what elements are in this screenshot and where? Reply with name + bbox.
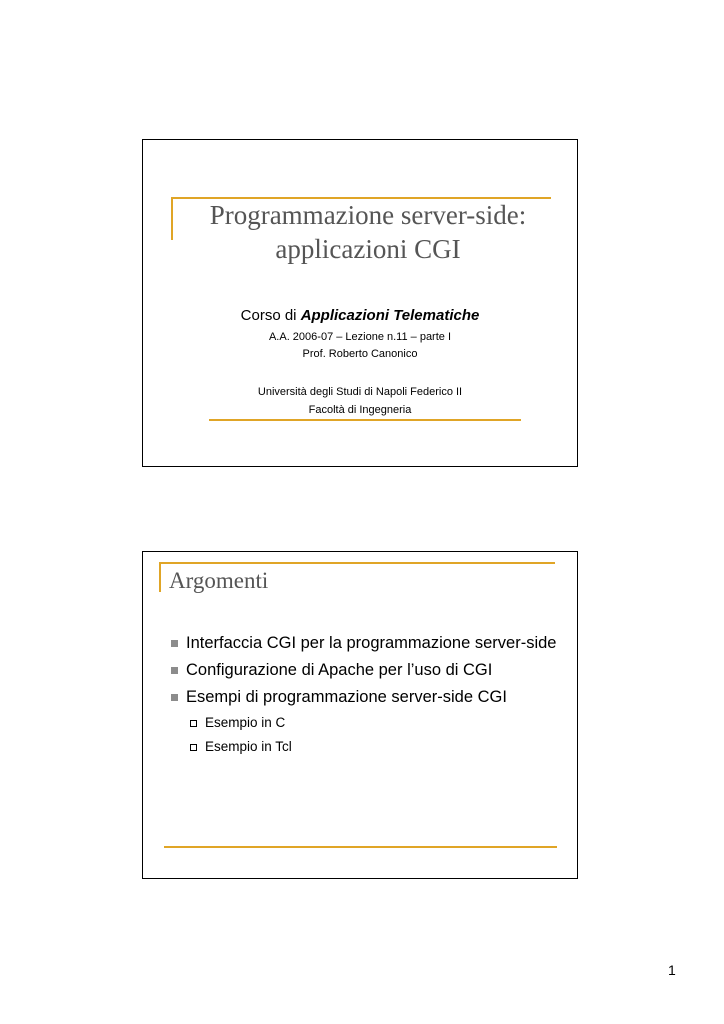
course-prefix: Corso di [240, 307, 301, 324]
university: Università degli Studi di Napoli Federico II [257, 386, 463, 398]
faculty: Facoltà di Ingegneria [308, 404, 412, 416]
slide-title [142, 139, 578, 467]
sub-list-item [169, 713, 559, 733]
accent-line-bottom [164, 846, 557, 848]
accent-line-top [159, 562, 555, 564]
sub-bullet-text: Esempio in C [205, 715, 286, 730]
bullet-text: Interfaccia CGI per la programmazione server-side [186, 634, 557, 652]
list-item [169, 632, 559, 655]
accent-line-left [171, 197, 173, 240]
square-bullet-icon [171, 694, 178, 701]
title-line-2: applicazioni CGI [275, 234, 461, 264]
bullet-text: Esempi di programmazione server-side CGI [186, 688, 507, 706]
square-bullet-icon [171, 667, 178, 674]
list-item [169, 659, 559, 682]
sub-list-item [169, 737, 559, 757]
title-line-1: Programmazione server-side: [209, 200, 527, 230]
course-name: Applicazioni Telematiche [300, 307, 480, 324]
bullet-list [169, 632, 559, 761]
square-bullet-icon [171, 640, 178, 647]
page-number: 1 [668, 962, 676, 978]
slide-title-heading [203, 198, 533, 266]
hollow-square-bullet-icon [190, 720, 197, 727]
slide-heading: Argomenti [169, 568, 269, 593]
list-item [169, 686, 559, 709]
accent-line-bottom [209, 419, 521, 421]
professor: Prof. Roberto Canonico [302, 348, 418, 360]
course-line [143, 307, 577, 324]
sub-bullet-text: Esempio in Tcl [205, 739, 292, 754]
hollow-square-bullet-icon [190, 744, 197, 751]
accent-line-left [159, 562, 161, 592]
bullet-text: Configurazione di Apache per l’uso di CGI [186, 661, 493, 679]
slide-agenda [142, 551, 578, 879]
year-lesson: A.A. 2006-07 – Lezione n.11 – parte I [268, 331, 452, 343]
